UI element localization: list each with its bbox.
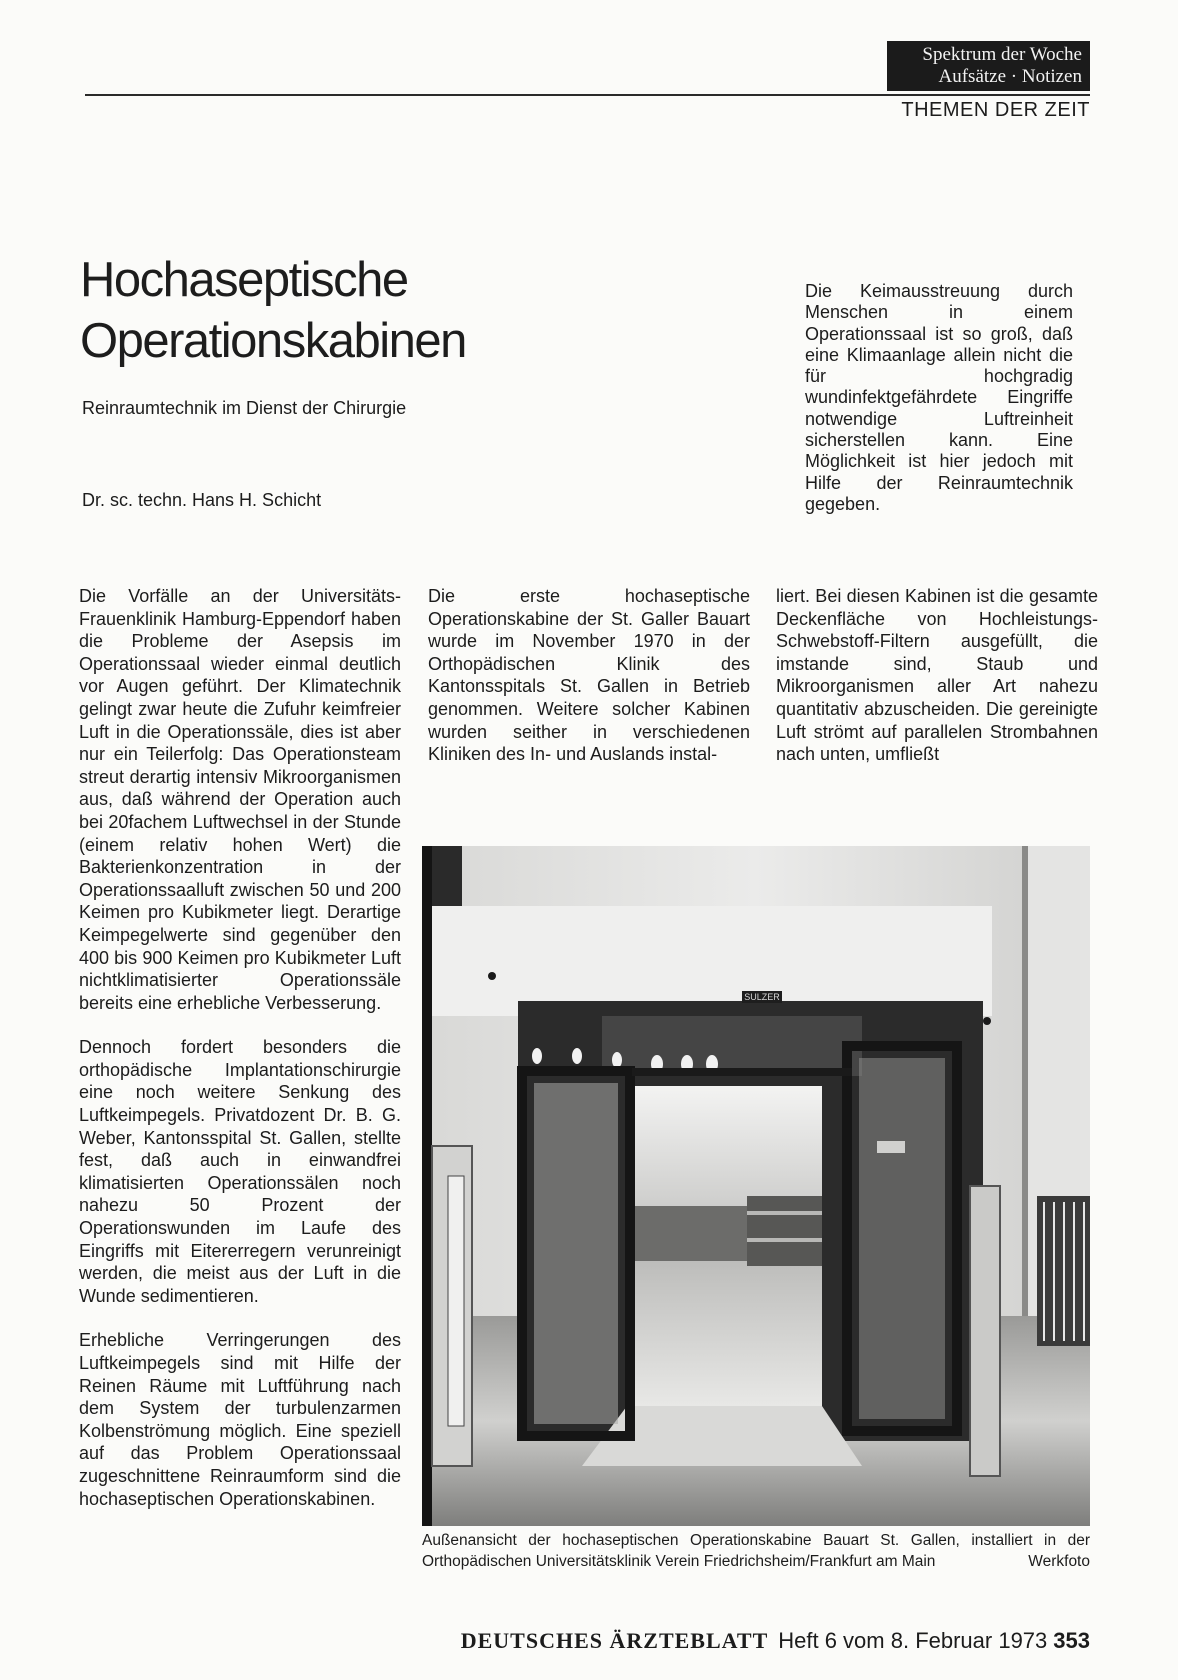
page-number: 353 (1053, 1628, 1090, 1653)
header-rule (85, 94, 1090, 96)
article-abstract: Die Keimausstreuung durch Menschen in einem Operationssaal ist so groß, daß eine Klimaanlage allein nicht die für hochgradig wundinfektgefährdete Eingriffe notwendige Luftreinheit sicherstellen kann. Eine Möglichkeit ist hier jedoch mit Hilfe der Reinraumtechnik gegeben. (805, 281, 1073, 514)
issue-info: Heft 6 vom 8. Februar 1973 (778, 1628, 1048, 1653)
cabin-label-plate: SULZER (744, 992, 780, 1002)
title-line-2: Operationskabinen (80, 314, 466, 368)
body-column-1 (79, 585, 401, 1510)
article-title (80, 250, 640, 372)
photo-credit: Werkfoto (1028, 1553, 1090, 1570)
cabin-photo (422, 846, 1090, 1526)
article-subtitle: Reinraumtechnik im Dienst der Chirurgie (82, 398, 407, 418)
photo-caption (422, 1530, 1090, 1572)
journal-name: DEUTSCHES ÄRZTEBLATT (460, 1628, 769, 1653)
caption-text: Außenansicht der hochaseptischen Operationskabine Bauart St. Gallen, installiert in der Orthopädischen Universitätsklinik Verein Friedrichsheim/Frankfurt am Main (422, 1532, 1090, 1570)
paragraph: Die Vorfälle an der Universitäts-Frauenklinik Hamburg-Eppendorf haben die Probleme der Asepsis im Operationssaal wieder einmal deutlich vor Augen geführt. Der Klimatechnik gelingt zwar heute die Zufuhr keimfreier Luft in die Operationssäle, dies ist aber nur ein Teilerfolg: Das Operationsteam streut derartig intensiv Mikroorganismen aus, daß während der Operation auch bei 20fachem Luftwechsel in der Stunde (einem relativ hohen Wert) die Bakterienkonzentration in der Operationssaalluft zwischen 50 und 200 Keimen pro Kubikmeter liegt. Derartige Keimpegelwerte sind gegenüber den 400 bis 900 Keimen pro Kubikmeter Luft nichtklimatisierter Operationssäle bereits eine erhebliche Verbesserung. (79, 586, 401, 1013)
body-column-2 (428, 585, 750, 766)
article-author: Dr. sc. techn. Hans H. Schicht (82, 490, 322, 510)
paragraph: Dennoch fordert besonders die orthopädische Implantationschirurgie eine noch weitere Senkung des Luftkeimpegels. Privatdozent Dr. B. G. Weber, Kantonsspital St. Gallen, stellte fest, daß auch in einwandfrei klimatisierten Operationssälen noch nahezu 50 Prozent der Operationswunden im Laufe des Eingriffs mit Eitererregern verunreinigt werden, die meist aus der Luft in die Wunde sedimentieren. (79, 1037, 401, 1306)
corner-line-2: Aufsätze · Notizen (938, 66, 1082, 87)
paragraph: liert. Bei diesen Kabinen ist die gesamte Deckenfläche von Hochleistungs-Schwebstoff-Filtern ausgefüllt, die imstande sind, Staub und Mikroorganismen aller Art nahezu quantitativ abzuscheiden. Die gereinigte Luft strömt auf parallelen Strombahnen nach unten, umfließt (776, 586, 1098, 765)
page-footer (461, 1628, 1090, 1654)
title-line-1: Hochaseptische (80, 253, 408, 307)
body-column-3 (776, 585, 1098, 766)
paragraph: Erhebliche Verringerungen des Luftkeimpegels sind mit Hilfe der Reinen Räume mit Luftführung nach dem System der turbulenzarmen Kolbenströmung möglich. Eine speziell auf das Problem Operationssaal zugeschnittene Reinraumform sind die hochaseptischen Operationskabinen. (79, 1330, 401, 1509)
section-label: THEMEN DER ZEIT (901, 99, 1090, 121)
corner-line-1: Spektrum der Woche (922, 44, 1082, 65)
paragraph: Die erste hochaseptische Operationskabine der St. Galler Bauart wurde im November 1970 in der Orthopädischen Klinik des Kantonsspitals St. Gallen in Betrieb genommen. Weitere solcher Kabinen wurden seither in verschiedenen Kliniken des In- und Auslands instal- (428, 586, 750, 765)
section-corner-box (887, 41, 1090, 91)
